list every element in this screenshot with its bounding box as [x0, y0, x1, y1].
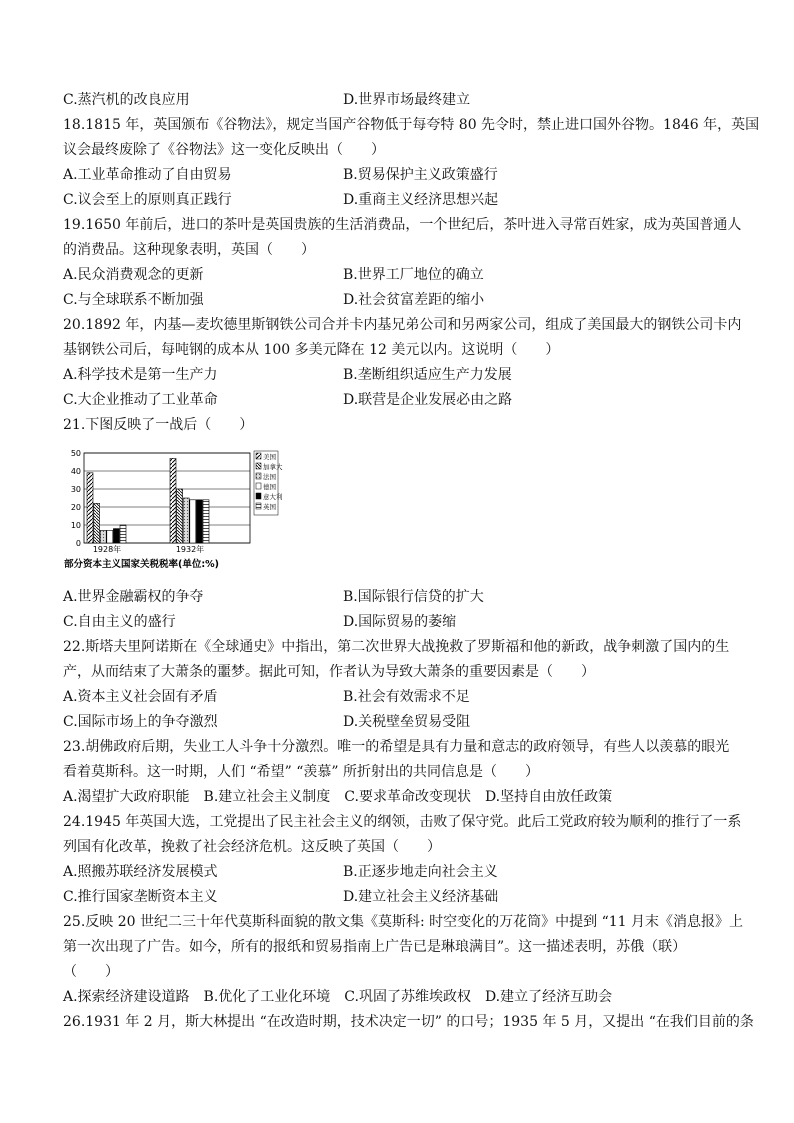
legend-label: 英国	[263, 503, 276, 511]
legend-swatch	[256, 463, 261, 469]
q23-options: A.渴望扩大政府职能 B.建立社会主义制度 C.要求革命改变现状 D.坚持自由放任政策	[63, 789, 613, 805]
y-tick-label: 50	[70, 449, 81, 458]
q20-option-c: C.大企业推动了工业革命	[63, 392, 218, 408]
legend-label: 意大利	[263, 493, 283, 501]
bar-1-1	[177, 489, 183, 543]
q20-option-b: B.垄断组织适应生产力发展	[343, 367, 512, 383]
q23-stem-line2: 看着莫斯科。这一时期，人们 “希望” “羡慕” 所折射出的共同信息是（ ）	[63, 764, 539, 780]
y-tick-label: 40	[70, 467, 81, 476]
q18-stem-line1: 18.1815 年，英国颁布《谷物法》，规定当国产谷物低于每夸特 80 先令时，禁止进口国外谷物。1846 年，英国	[63, 117, 760, 133]
q24-option-c: C.推行国家垄断资本主义	[63, 889, 218, 905]
q21-stem: 21.下图反映了一战后（ ）	[63, 417, 254, 433]
legend-swatch	[256, 453, 261, 459]
q24-stem-line2: 列国有化改革，挽救了社会经济危机。这反映了英国（ ）	[63, 839, 441, 855]
bar-0-5	[120, 525, 126, 543]
bar-1-0	[170, 458, 176, 543]
y-tick-label: 0	[75, 539, 81, 548]
q22-stem-line1: 22.斯塔夫里阿诺斯在《全球通史》中指出，第二次世界大战挽救了罗斯福和他的新政，战争刺激了国内的生	[63, 639, 730, 655]
q25-options: A.探索经济建设道路 B.优化了工业化环境 C.巩固了苏维埃政权 D.建立了经济互助会	[63, 989, 613, 1005]
q21-option-c: C.自由主义的盛行	[63, 614, 176, 630]
bar-1-4	[196, 500, 202, 543]
chart-title: 部分资本主义国家关税税率(单位:%)	[64, 559, 220, 570]
legend-label: 加拿大	[263, 463, 283, 471]
q25-stem-line3: （ ）	[63, 964, 119, 980]
q24-stem-line1: 24.1945 年英国大选，工党提出了民主社会主义的纲领，击败了保守党。此后工党政府较为顺利的推行了一系	[63, 814, 742, 830]
q24-option-b: B.正逐步地走向社会主义	[343, 864, 498, 880]
legend-swatch	[256, 473, 261, 479]
q19-option-a: A.民众消费观念的更新	[63, 267, 204, 283]
q26-stem-line1: 26.1931 年 2 月，斯大林提出 “在改造时期，技术决定一切” 的口号；1935 年 5 月，又提出 “在我们目前的条	[63, 1014, 754, 1030]
bar-0-2	[100, 530, 106, 543]
bar-0-4	[113, 529, 119, 543]
q17-option-c: C.蒸汽机的改良应用	[63, 92, 190, 108]
x-tick-label: 1928年	[92, 545, 122, 554]
y-tick-label: 20	[70, 503, 81, 512]
q18-option-c: C.议会至上的原则真正践行	[63, 192, 232, 208]
q22-option-d: D.关税壁垒贸易受阻	[343, 714, 471, 730]
y-tick-label: 10	[70, 521, 81, 530]
q19-stem-line2: 的消费品。这种现象表明，英国（ ）	[63, 242, 315, 258]
q21-option-d: D.国际贸易的萎缩	[343, 614, 457, 630]
q21-option-a: A.世界金融霸权的争夺	[63, 589, 204, 605]
q20-option-a: A.科学技术是第一生产力	[63, 367, 218, 383]
q20-stem-line1: 20.1892 年，内基—麦坎德里斯钢铁公司合并卡内基兄弟公司和另两家公司，组成了美国最大的钢铁公司卡内	[63, 317, 742, 333]
q19-option-b: B.世界工厂地位的确立	[343, 267, 484, 283]
bar-1-5	[203, 500, 209, 543]
q22-stem-line2: 产，从而结束了大萧条的噩梦。据此可知，作者认为导致大萧条的重要因素是（ ）	[63, 664, 595, 680]
legend-swatch	[256, 493, 261, 499]
plot-frame	[84, 453, 250, 543]
q23-stem-line1: 23.胡佛政府后期，失业工人斗争十分激烈。唯一的希望是具有力量和意志的政府领导，有些人以羡慕的眼光	[63, 739, 730, 755]
bar-1-2	[183, 498, 189, 543]
q20-stem-line2: 基钢铁公司后，每吨钢的成本从 100 多美元降在 12 美元以内。这说明（ ）	[63, 342, 560, 358]
legend-label: 美国	[263, 453, 276, 461]
q20-option-d: D.联营是企业发展必由之路	[343, 392, 513, 408]
bar-0-0	[87, 473, 93, 543]
q19-stem-line1: 19.1650 年前后，进口的茶叶是英国贵族的生活消费品，一个世纪后，茶叶进入寻常百姓家，成为英国普通人	[63, 217, 742, 233]
q22-option-a: A.资本主义社会固有矛盾	[63, 689, 218, 705]
bar-0-1	[94, 503, 100, 543]
q19-option-c: C.与全球联系不断加强	[63, 292, 204, 308]
legend-swatch	[256, 503, 261, 509]
legend-label: 法国	[263, 473, 276, 481]
x-tick-label: 1932年	[175, 545, 205, 554]
q17-option-d: D.世界市场最终建立	[343, 92, 471, 108]
q18-option-d: D.重商主义经济思想兴起	[343, 192, 499, 208]
q18-option-b: B.贸易保护主义政策盛行	[343, 167, 498, 183]
legend-label: 德国	[263, 483, 276, 491]
q25-stem-line1: 25.反映 20 世纪二三十年代莫斯科面貌的散文集《莫斯科: 时空变化的万花筒》中提到 “11 月末《消息报》上	[63, 914, 744, 930]
bar-1-3	[190, 500, 196, 543]
tariff-bar-chart	[60, 443, 283, 573]
q22-option-b: B.社会有效需求不足	[343, 689, 470, 705]
q24-option-d: D.建立社会主义经济基础	[343, 889, 499, 905]
q21-option-b: B.国际银行信贷的扩大	[343, 589, 484, 605]
bar-0-3	[107, 530, 113, 543]
q24-option-a: A.照搬苏联经济发展模式	[63, 864, 218, 880]
q22-option-c: C.国际市场上的争夺激烈	[63, 714, 218, 730]
q18-stem-line2: 议会最终废除了《谷物法》这一变化反映出（ ）	[63, 142, 385, 158]
q19-option-d: D.社会贫富差距的缩小	[343, 292, 485, 308]
legend-swatch	[256, 483, 261, 489]
q25-stem-line2: 第一次出现了广告。如今，所有的报纸和贸易指南上广告已是琳琅满目”。这一描述表明，苏俄（联）	[63, 939, 687, 955]
y-tick-label: 30	[70, 485, 81, 494]
q18-option-a: A.工业革命推动了自由贸易	[63, 167, 232, 183]
